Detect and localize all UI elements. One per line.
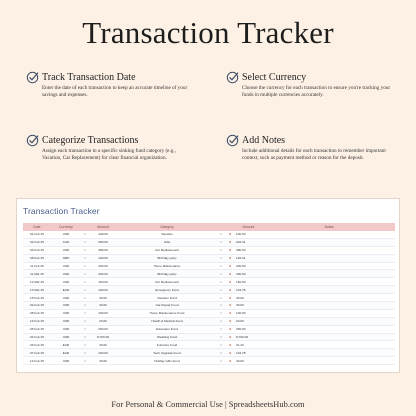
cell-amount-converted: 160.00 bbox=[236, 279, 246, 284]
category-dropdown-icon[interactable]: ▾ bbox=[220, 319, 222, 324]
cell-amount-converted: 250.00 bbox=[236, 327, 246, 332]
category-dropdown-icon[interactable]: ▾ bbox=[220, 295, 222, 300]
cell-amount-converted: 30.00 bbox=[236, 303, 244, 308]
cell-amount[interactable]: 30.00 bbox=[99, 303, 107, 308]
cell-currency[interactable]: USD bbox=[62, 303, 70, 308]
cell-currency-symbol: $ bbox=[229, 287, 231, 292]
table-header bbox=[23, 223, 395, 231]
cell-date[interactable]: 08 Feb 25 bbox=[30, 256, 44, 261]
feature-description: Include additional details for each transaction to remember important context, such as payment method or reason for the deposit. bbox=[242, 148, 386, 161]
cell-category[interactable]: Vacation bbox=[161, 232, 173, 237]
cell-currency[interactable]: USD bbox=[62, 335, 70, 340]
header-amount-converted: Amount bbox=[242, 225, 255, 229]
currency-dropdown-icon[interactable]: ▾ bbox=[84, 287, 86, 292]
feature-description: Choose the currency for each transaction to ensure you're tracking your funds in multiple currencies accurately. bbox=[242, 85, 391, 98]
category-dropdown-icon[interactable]: ▾ bbox=[220, 311, 222, 316]
currency-dropdown-icon[interactable]: ▾ bbox=[84, 271, 86, 276]
checkmark-icon bbox=[226, 134, 239, 147]
cell-category[interactable]: Health & Medical Fund bbox=[151, 319, 183, 324]
category-dropdown-icon[interactable]: ▾ bbox=[220, 350, 222, 355]
table-body bbox=[23, 231, 395, 365]
cell-category[interactable]: Car Repair Fund bbox=[155, 303, 179, 308]
cell-currency-symbol: $ bbox=[229, 240, 231, 245]
category-dropdown-icon[interactable]: ▾ bbox=[220, 279, 222, 284]
cell-amount-converted: 31.43 bbox=[236, 342, 244, 347]
sheet-title: Transaction Tracker bbox=[23, 206, 100, 216]
cell-date[interactable]: 11 Feb 25 bbox=[30, 264, 44, 268]
cell-amount[interactable]: 280.00 bbox=[98, 240, 108, 245]
currency-dropdown-icon[interactable]: ▾ bbox=[84, 295, 86, 300]
header-amount: Amount bbox=[97, 225, 109, 229]
category-dropdown-icon[interactable]: ▾ bbox=[220, 358, 222, 363]
table-row bbox=[23, 326, 395, 334]
header-notes: Notes bbox=[324, 225, 334, 229]
cell-date[interactable]: 04 Feb 25 bbox=[30, 335, 44, 340]
category-dropdown-icon[interactable]: ▾ bbox=[220, 271, 222, 276]
cell-currency-symbol: $ bbox=[229, 358, 231, 363]
cell-amount-converted: 400.00 bbox=[236, 271, 246, 276]
cell-date[interactable]: 11 Mar 25 bbox=[30, 271, 44, 276]
header-currency: Currency bbox=[59, 225, 73, 229]
cell-currency[interactable]: EUR bbox=[62, 287, 70, 292]
currency-dropdown-icon[interactable]: ▾ bbox=[84, 232, 86, 237]
category-dropdown-icon[interactable]: ▾ bbox=[220, 287, 222, 292]
table-row bbox=[23, 349, 395, 357]
cell-currency[interactable]: USD bbox=[62, 232, 70, 237]
cell-currency-symbol: $ bbox=[229, 295, 231, 300]
header-date: Date bbox=[33, 225, 41, 229]
table-row bbox=[23, 247, 395, 255]
cell-amount[interactable]: 8,700.00 bbox=[96, 335, 110, 340]
cell-currency[interactable]: USD bbox=[62, 358, 70, 363]
cell-currency[interactable]: USD bbox=[62, 248, 70, 253]
checkmark-icon bbox=[226, 71, 239, 84]
category-dropdown-icon[interactable]: ▾ bbox=[220, 303, 222, 308]
currency-dropdown-icon[interactable]: ▾ bbox=[84, 358, 86, 363]
cell-currency[interactable]: USD bbox=[62, 279, 70, 284]
category-dropdown-icon[interactable]: ▾ bbox=[220, 232, 222, 237]
table-row bbox=[23, 263, 395, 271]
category-dropdown-icon[interactable]: ▾ bbox=[220, 248, 222, 253]
feature-title: Categorize Transactions bbox=[42, 135, 139, 146]
currency-dropdown-icon[interactable]: ▾ bbox=[84, 279, 86, 284]
cell-currency-symbol: $ bbox=[229, 271, 231, 276]
feature-description: Enter the date of each transaction to keep an accurate timeline of your savings and expenses. bbox=[42, 85, 188, 98]
footer-text: For Personal & Commercial Use | SpreadsheetsHub.com bbox=[111, 399, 305, 409]
cell-date[interactable]: 12 Mar 25 bbox=[30, 279, 44, 284]
cell-date[interactable]: 13 Mar 25 bbox=[30, 287, 44, 292]
currency-dropdown-icon[interactable]: ▾ bbox=[84, 319, 86, 324]
table-row bbox=[23, 334, 395, 342]
table-row bbox=[23, 302, 395, 310]
cell-amount[interactable]: 20.00 bbox=[99, 319, 107, 324]
cell-amount[interactable]: 100.00 bbox=[98, 350, 108, 355]
cell-amount-converted: 40.00 bbox=[236, 358, 244, 363]
currency-dropdown-icon[interactable]: ▾ bbox=[84, 256, 86, 261]
cell-category[interactable]: Education Fund bbox=[156, 327, 178, 332]
cell-amount[interactable]: 100.00 bbox=[98, 287, 108, 292]
cell-currency-symbol: $ bbox=[229, 350, 231, 355]
cell-category[interactable]: Home Maintenance Fund bbox=[149, 311, 185, 316]
transaction-table bbox=[23, 223, 395, 365]
cell-amount[interactable]: 100.00 bbox=[98, 256, 108, 261]
cell-currency[interactable]: GBP bbox=[62, 256, 70, 261]
cell-category[interactable]: Tech Upgrade Fund bbox=[153, 350, 181, 355]
feature-title: Select Currency bbox=[242, 72, 307, 83]
cell-amount-converted: 104.78 bbox=[236, 287, 246, 292]
cell-date[interactable]: 03 Feb 25 bbox=[30, 342, 44, 347]
cell-amount-converted: 30.00 bbox=[236, 295, 244, 300]
table-row bbox=[23, 294, 395, 302]
cell-category[interactable]: Car Replacement bbox=[154, 248, 180, 253]
category-dropdown-icon[interactable]: ▾ bbox=[220, 240, 222, 245]
table-row bbox=[23, 255, 395, 263]
page-title: Transaction Tracker bbox=[82, 15, 334, 50]
cell-date[interactable]: 08 Feb 25 bbox=[30, 311, 44, 316]
cell-category[interactable]: Birthday party bbox=[157, 271, 177, 276]
cell-date[interactable]: 03 Feb 25 bbox=[30, 248, 44, 253]
cell-date[interactable]: 01 Feb 25 bbox=[30, 232, 44, 237]
cell-amount[interactable]: 250.00 bbox=[98, 327, 108, 332]
currency-dropdown-icon[interactable]: ▾ bbox=[84, 303, 86, 308]
currency-dropdown-icon[interactable]: ▾ bbox=[84, 248, 86, 253]
cell-date[interactable]: 02 Feb 25 bbox=[30, 303, 44, 308]
cell-date[interactable]: 10 Feb 25 bbox=[30, 319, 44, 324]
currency-dropdown-icon[interactable]: ▾ bbox=[84, 327, 86, 332]
table-row bbox=[23, 231, 395, 239]
currency-dropdown-icon[interactable]: ▾ bbox=[84, 350, 86, 355]
cell-currency-symbol: $ bbox=[229, 311, 231, 316]
cell-date[interactable]: 14 Feb 25 bbox=[30, 358, 44, 363]
table-row bbox=[23, 239, 395, 247]
table-row bbox=[23, 357, 395, 365]
feature-description: Assign each transaction to a specific sinking fund category (e.g., Vacation, Car Replacement) for clear financial organization. bbox=[42, 148, 176, 161]
currency-dropdown-icon[interactable]: ▾ bbox=[84, 311, 86, 316]
table-row bbox=[23, 341, 395, 349]
category-dropdown-icon[interactable]: ▾ bbox=[220, 327, 222, 332]
cell-currency-symbol: $ bbox=[229, 256, 231, 261]
checkmark-icon bbox=[26, 134, 39, 147]
cell-currency-symbol: $ bbox=[229, 279, 231, 284]
table-row bbox=[23, 286, 395, 294]
cell-category[interactable]: Car Replacement bbox=[154, 279, 180, 284]
cell-date[interactable]: 02 Feb 25 bbox=[30, 240, 44, 245]
cell-category[interactable]: Birthday party bbox=[157, 256, 177, 261]
cell-currency-symbol: $ bbox=[229, 232, 231, 237]
cell-amount[interactable]: 100.00 bbox=[98, 311, 108, 316]
currency-dropdown-icon[interactable]: ▾ bbox=[84, 335, 86, 340]
cell-currency-symbol: $ bbox=[229, 327, 231, 332]
cell-amount[interactable]: 100.00 bbox=[98, 232, 108, 237]
cell-category[interactable]: Home Maintenance bbox=[153, 264, 181, 268]
cell-currency-symbol: $ bbox=[229, 248, 231, 253]
cell-date[interactable]: 05 Feb 25 bbox=[30, 327, 44, 332]
cell-amount[interactable]: 160.00 bbox=[98, 279, 108, 284]
cell-date[interactable]: 15 Feb 25 bbox=[30, 295, 44, 300]
cell-category[interactable]: Vacation Fund bbox=[157, 295, 177, 300]
feature-title: Add Notes bbox=[242, 135, 286, 146]
cell-currency-symbol: $ bbox=[229, 264, 231, 268]
cell-category[interactable]: Holiday Gifts Fund bbox=[154, 358, 180, 363]
cell-amount-converted: 380.00 bbox=[236, 248, 246, 253]
category-dropdown-icon[interactable]: ▾ bbox=[220, 335, 222, 340]
cell-amount[interactable]: 40.00 bbox=[99, 358, 107, 363]
cell-currency-symbol: $ bbox=[229, 303, 231, 308]
cell-currency[interactable]: USD bbox=[62, 311, 70, 316]
cell-amount[interactable]: 200.00 bbox=[98, 264, 108, 268]
currency-dropdown-icon[interactable]: ▾ bbox=[84, 264, 86, 268]
cell-amount[interactable]: 400.00 bbox=[98, 271, 108, 276]
spreadsheet-preview bbox=[16, 198, 400, 373]
table-row bbox=[23, 310, 395, 318]
cell-category[interactable]: Furniture Fund bbox=[156, 342, 178, 347]
cell-amount[interactable]: 30.00 bbox=[99, 342, 107, 347]
cell-amount-converted: 8,700.00 bbox=[236, 335, 249, 340]
table-row bbox=[23, 278, 395, 286]
category-dropdown-icon[interactable]: ▾ bbox=[220, 264, 222, 268]
cell-currency[interactable]: USD bbox=[62, 264, 70, 268]
feature-title: Track Transaction Date bbox=[42, 72, 136, 83]
cell-currency[interactable]: USD bbox=[62, 271, 70, 276]
cell-currency-symbol: $ bbox=[229, 319, 231, 324]
cell-currency[interactable]: EUR bbox=[62, 350, 70, 355]
currency-dropdown-icon[interactable]: ▾ bbox=[84, 342, 86, 347]
cell-currency[interactable]: USD bbox=[62, 319, 70, 324]
header-category: Category bbox=[160, 225, 174, 229]
cell-amount-converted: 100.00 bbox=[236, 232, 246, 237]
cell-amount-converted: 20.00 bbox=[236, 319, 244, 324]
cell-currency-symbol: $ bbox=[229, 342, 231, 347]
category-dropdown-icon[interactable]: ▾ bbox=[220, 342, 222, 347]
table-row bbox=[23, 318, 395, 326]
cell-currency[interactable]: EUR bbox=[62, 342, 70, 347]
cell-currency-symbol: $ bbox=[229, 335, 231, 340]
cell-amount[interactable]: 30.00 bbox=[99, 295, 107, 300]
currency-dropdown-icon[interactable]: ▾ bbox=[84, 240, 86, 245]
cell-amount[interactable]: 380.00 bbox=[98, 248, 108, 253]
cell-category[interactable]: Gifts bbox=[163, 240, 171, 245]
cell-date[interactable]: 07 Feb 25 bbox=[30, 350, 44, 355]
cell-category[interactable]: Wedding Fund bbox=[156, 335, 178, 340]
cell-amount-converted: 126.31 bbox=[236, 256, 246, 261]
cell-amount-converted: 104.78 bbox=[236, 350, 246, 355]
cell-amount-converted: 202.41 bbox=[236, 240, 246, 245]
checkmark-icon bbox=[26, 71, 39, 84]
cell-amount-converted: 200.00 bbox=[236, 264, 246, 268]
table-row bbox=[23, 270, 395, 278]
cell-currency[interactable]: USD bbox=[62, 295, 70, 300]
cell-amount-converted: 100.00 bbox=[236, 311, 246, 316]
category-dropdown-icon[interactable]: ▾ bbox=[220, 256, 222, 261]
cell-category[interactable]: Emergency Fund bbox=[155, 287, 179, 292]
cell-currency[interactable]: CAD bbox=[62, 240, 70, 245]
cell-currency[interactable]: USD bbox=[62, 327, 70, 332]
